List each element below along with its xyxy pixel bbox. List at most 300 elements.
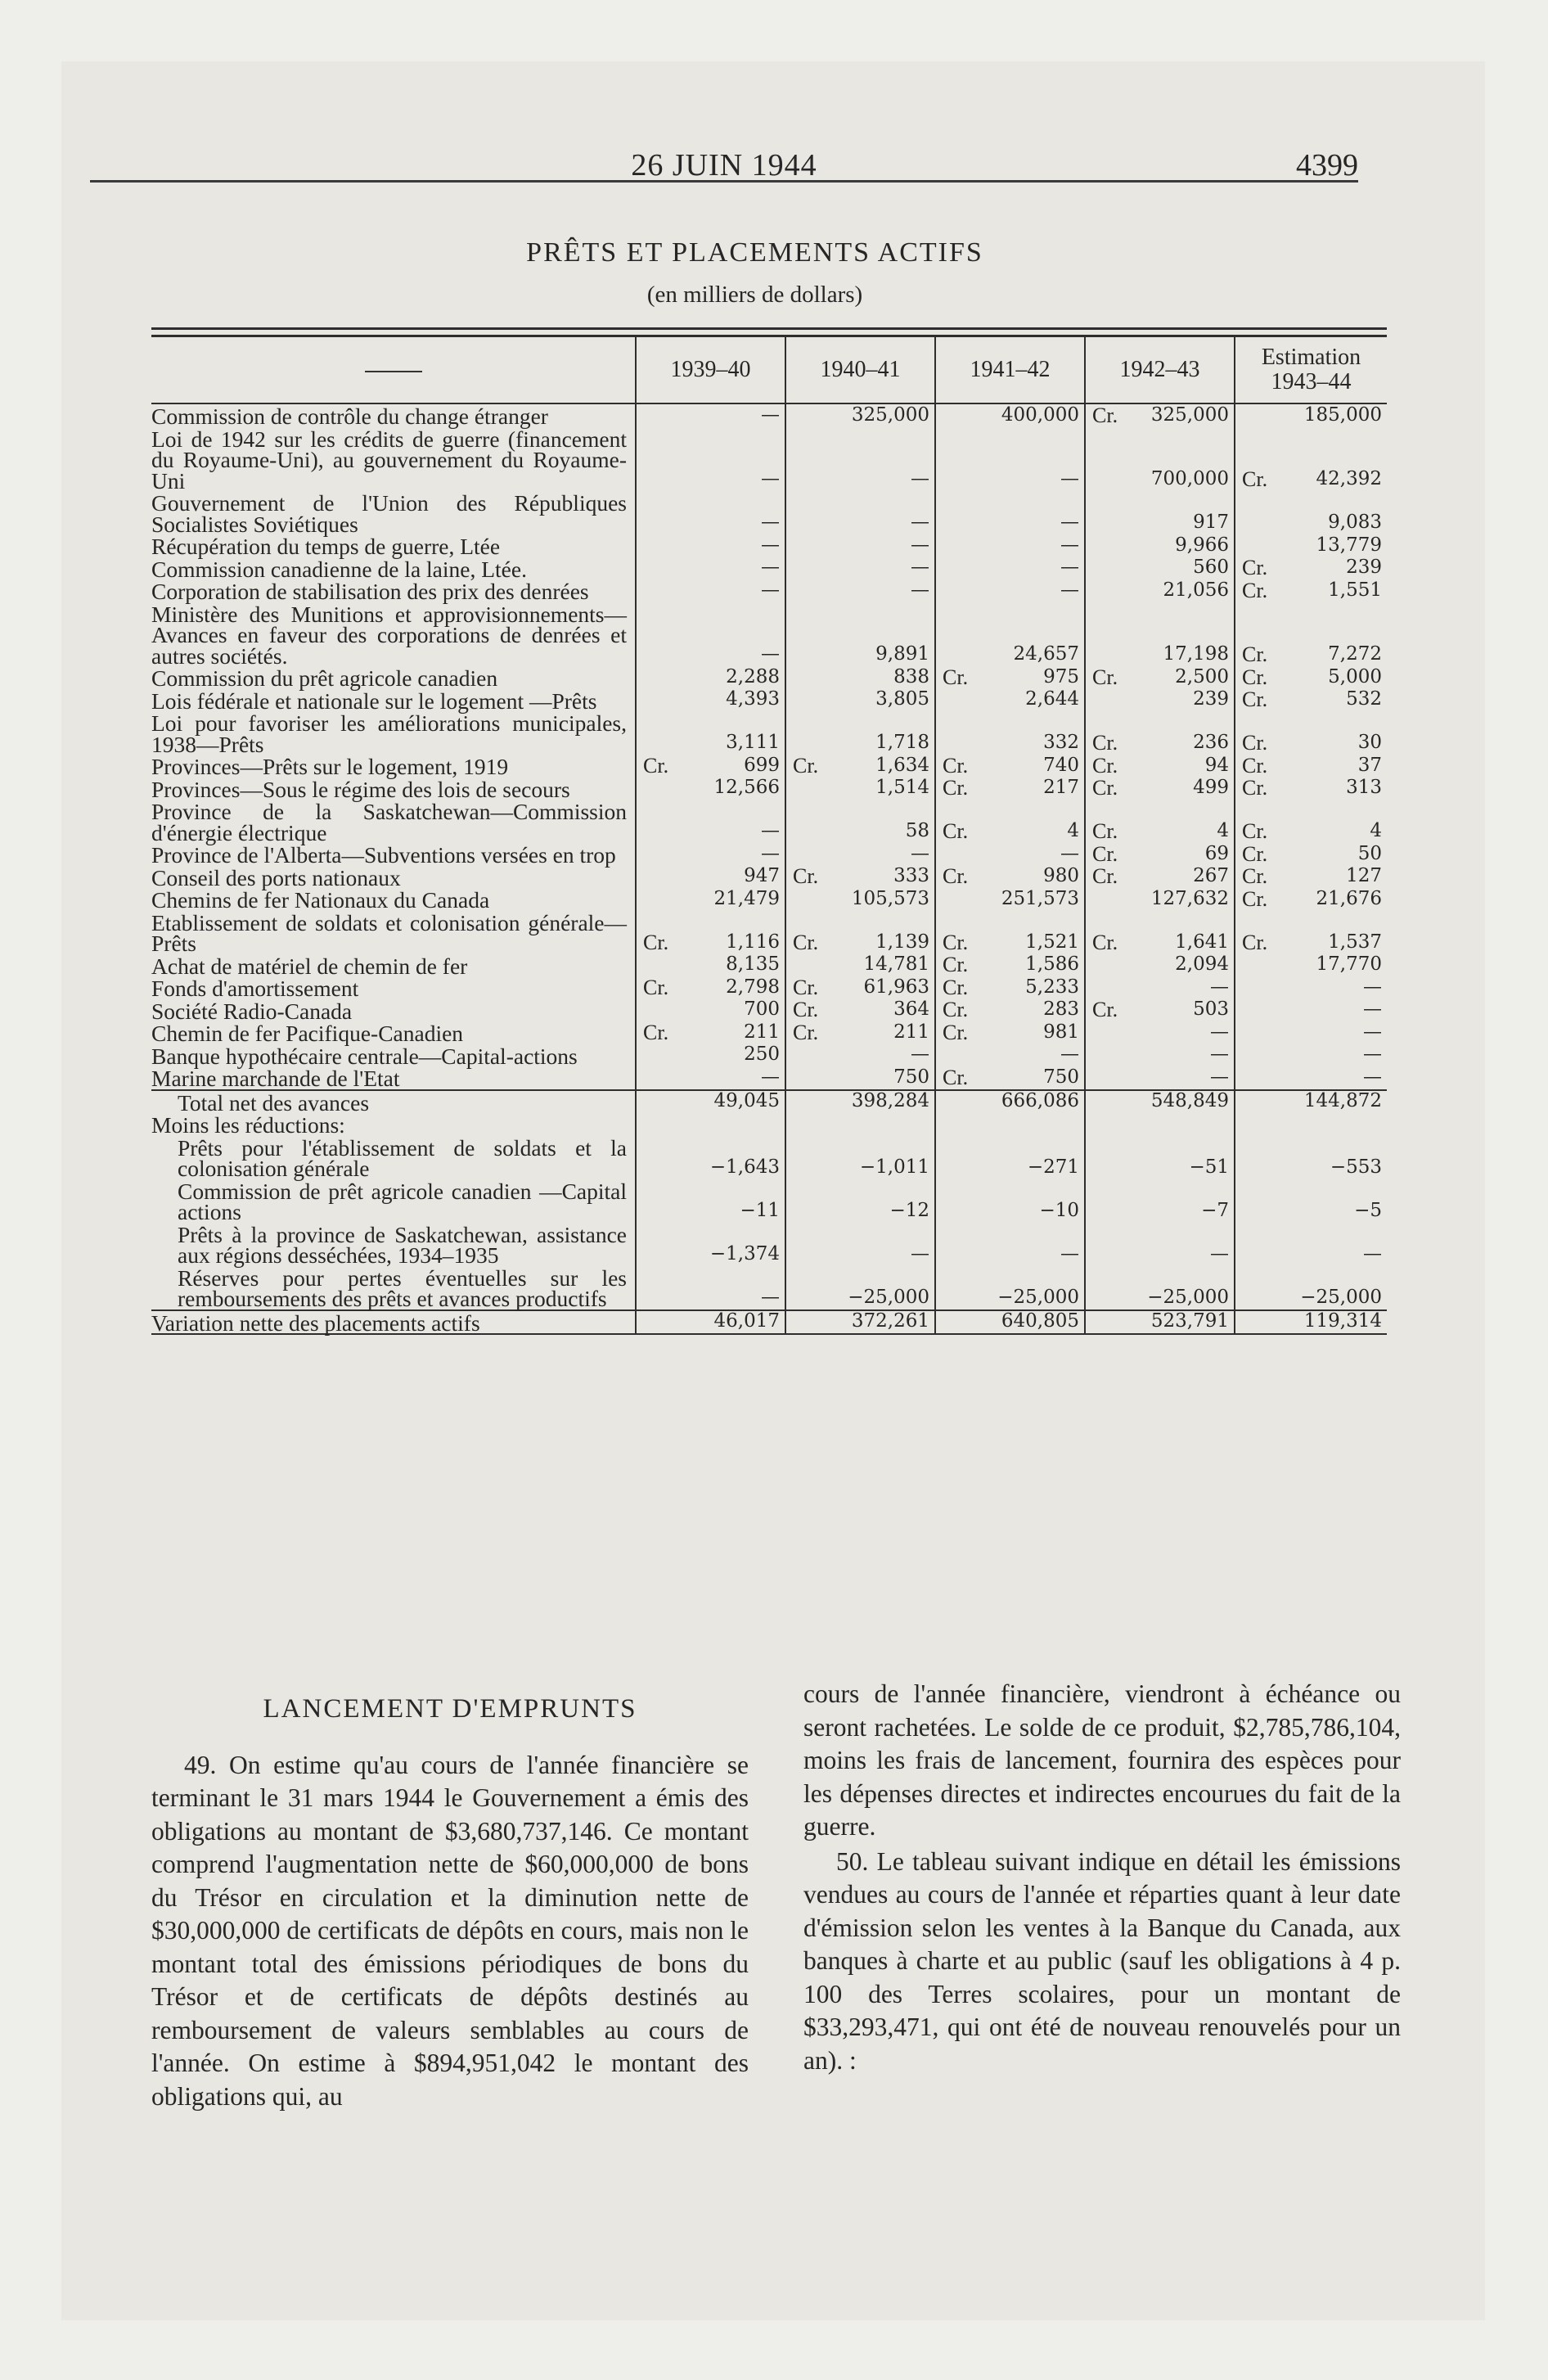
cell-value: −25,000 [1300,1286,1382,1308]
value-cell [1235,534,1387,557]
cell-value: 560 [1193,557,1229,578]
cell-value: — [1060,1242,1079,1264]
credit-marker: Cr. [1242,578,1268,602]
row-label-text: Marine marchande de l'Etat [151,1066,400,1091]
value-cell [935,866,1085,889]
cell-value: 325,000 [851,403,929,426]
value-cell [1235,778,1387,800]
value-cell [785,1266,935,1310]
value-cell [1085,1090,1235,1114]
cell-value: 4 [1217,820,1229,841]
table-row [151,911,1387,954]
cell-value: 1,586 [1025,953,1079,975]
cell-value: 250 [744,1044,780,1065]
value-cell [1235,954,1387,977]
row-label [151,800,636,843]
value-cell [1235,491,1387,534]
row-label [151,557,636,580]
value-cell [636,711,785,755]
cell-value: 1,641 [1175,931,1229,953]
cell-value: 1,521 [1025,931,1079,953]
value-cell [785,1090,935,1114]
cell-value: 94 [1204,754,1229,776]
credit-marker: Cr. [1092,841,1118,866]
value-cell [935,1066,1085,1090]
value-cell [636,1136,785,1179]
value-cell [1235,403,1387,427]
value-cell [1235,976,1387,999]
value-cell [935,666,1085,689]
value-cell [785,843,935,866]
row-label [151,579,636,602]
cell-value: 740 [1043,754,1079,776]
cell-value: 4 [1370,820,1382,841]
value-cell [935,843,1085,866]
cell-value: 2,500 [1175,665,1229,687]
value-cell [1235,602,1387,667]
value-cell [935,1179,1085,1223]
cell-value: 1,634 [875,754,929,776]
right-column [803,1678,1401,2077]
row-label-text: Société Radio-Canada [151,998,353,1024]
empty-cell [1085,1113,1235,1136]
credit-marker: Cr. [793,864,819,888]
value-cell [636,557,785,580]
value-cell [1085,427,1235,492]
table-row [151,711,1387,755]
value-cell [785,689,935,712]
value-cell [1085,602,1235,667]
table-row [151,1136,1387,1179]
value-cell [785,557,935,580]
credit-marker: Cr. [793,998,819,1021]
value-cell [1235,1136,1387,1179]
value-cell [636,1266,785,1310]
value-cell [935,954,1085,977]
row-label [151,1044,636,1067]
cell-value: −1,643 [709,1156,780,1178]
row-label-text: Réserves pour pertes éventuelles sur les remboursements des prêts et avances productifs [178,1264,627,1311]
table-subtitle: (en milliers de dollars) [646,282,863,308]
cell-value: 37 [1357,754,1382,776]
cell-value: 61,963 [863,976,929,998]
value-cell [636,689,785,712]
row-label-text: Ministère des Munitions et approvisionnements—Avances en faveur des corporations de denrées et autres sociétés. [151,601,627,669]
credit-marker: Cr. [1242,687,1268,711]
value-cell [785,976,935,999]
cell-value: 980 [1043,865,1079,886]
table-row [151,1021,1387,1044]
cell-value: 239 [1346,557,1382,578]
value-cell [1085,755,1235,778]
empty-cell [636,1113,785,1136]
table-row [151,579,1387,602]
value-cell [1085,491,1235,534]
value-cell [1235,557,1387,580]
table-row [151,755,1387,778]
row-label [151,999,636,1022]
value-cell [935,711,1085,755]
cell-value: — [761,820,780,841]
credit-marker: Cr. [1242,841,1268,866]
cell-value: 2,798 [726,976,780,998]
cell-value: 9,966 [1175,534,1229,556]
value-cell [935,1223,1085,1266]
cell-value: — [761,1286,780,1308]
value-cell [785,755,935,778]
value-cell [636,976,785,999]
cell-value: — [1060,579,1079,601]
credit-marker: Cr. [943,1020,969,1044]
value-cell [1235,1021,1387,1044]
value-cell [636,999,785,1022]
cell-value: — [1060,534,1079,556]
value-cell [636,911,785,954]
credit-marker: Cr. [943,753,969,778]
value-cell [935,778,1085,800]
value-cell [935,1136,1085,1179]
table-row [151,602,1387,667]
value-cell [1085,778,1235,800]
cell-value: −553 [1330,1156,1382,1178]
cell-value: 548,849 [1150,1090,1229,1111]
value-cell [1235,1090,1387,1114]
cell-value: 14,781 [863,953,929,975]
cell-value: −271 [1027,1156,1079,1178]
cell-value: — [1363,998,1382,1020]
cell-value: 372,261 [851,1310,929,1332]
credit-marker: Cr. [943,998,969,1021]
row-label [151,888,636,911]
cell-value: 13,779 [1316,534,1382,556]
value-cell [935,427,1085,492]
credit-marker: Cr. [943,1065,969,1089]
value-cell [935,1090,1085,1114]
value-cell [1235,911,1387,954]
cell-value: 1,139 [875,931,929,953]
column-header: 1941–42 [935,337,1085,403]
value-cell [1235,1044,1387,1067]
cell-value: — [1060,842,1079,864]
value-cell [935,491,1085,534]
value-cell [636,800,785,843]
value-cell [1235,888,1387,911]
table-row [151,689,1387,712]
left-column [151,1678,749,2113]
table-row [151,557,1387,580]
cell-value: 499 [1193,777,1229,798]
cell-value: 5,000 [1328,665,1382,687]
cell-value: 1,551 [1328,579,1382,601]
value-cell [785,1179,935,1223]
value-cell [1235,1179,1387,1223]
credit-marker: Cr. [643,753,669,778]
row-label [151,711,636,755]
row-label-text: Conseil des ports nationaux [151,864,401,890]
value-cell [935,1021,1085,1044]
credit-marker: Cr. [643,930,669,954]
value-cell [935,800,1085,843]
row-label [151,1066,636,1090]
table-row [151,427,1387,492]
cell-value: 251,573 [1001,887,1079,909]
cell-value: 332 [1043,732,1079,753]
cell-value: 2,644 [1025,688,1079,710]
value-cell [785,1044,935,1067]
credit-marker: Cr. [1242,864,1268,888]
credit-marker: Cr. [1092,753,1118,778]
column-header: 1940–41 [785,337,935,403]
cell-value: 699 [744,754,780,776]
row-label-text: Loi pour favoriser les améliorations municipales, 1938—Prêts [151,710,627,757]
cell-value: — [761,1066,780,1088]
row-label-text: Gouvernement de l'Union des Républiques Socialistes Soviétiques [151,490,627,537]
table-row [151,778,1387,800]
credit-marker: Cr. [1092,864,1118,888]
cell-value: — [761,403,780,426]
row-label [151,1136,636,1179]
value-cell [785,666,935,689]
cell-value: — [911,1044,929,1065]
cell-value: −1,011 [859,1156,929,1178]
value-cell [785,1310,935,1335]
value-cell [785,954,935,977]
empty-cell [1235,1113,1387,1136]
value-cell [636,843,785,866]
cell-value: 127 [1346,865,1382,886]
value-cell [785,602,935,667]
cell-value: 5,233 [1025,976,1079,998]
credit-marker: Cr. [943,864,969,888]
value-cell [1085,403,1235,427]
cell-value: 127,632 [1150,887,1229,909]
value-cell [1235,1310,1387,1335]
cell-value: −25,000 [997,1286,1079,1308]
value-cell [636,1310,785,1335]
row-label-text: Province de la Saskatchewan—Commission d'énergie électrique [151,799,627,845]
cell-value: — [1363,1066,1382,1088]
value-cell [935,755,1085,778]
value-cell [785,491,935,534]
row-label-text: Achat de matériel de chemin de fer [151,953,468,979]
value-cell [1085,999,1235,1022]
value-cell [785,888,935,911]
cell-value: 640,805 [1001,1310,1079,1332]
credit-marker: Cr. [943,930,969,954]
cell-value: — [1363,1044,1382,1065]
value-cell [785,1136,935,1179]
cell-value: — [1210,1044,1229,1065]
table-row [151,1090,1387,1114]
value-cell [1085,711,1235,755]
value-cell [785,1066,935,1090]
row-label [151,976,636,999]
value-cell [1085,911,1235,954]
value-cell [636,1223,785,1266]
cell-value: −12 [889,1199,929,1221]
row-label-text: Chemin de fer Pacifique-Canadien [151,1021,464,1046]
table-top-rule [151,327,1387,337]
credit-marker: Cr. [1092,998,1118,1021]
table-row [151,491,1387,534]
cell-value: −11 [740,1199,780,1221]
cell-value: 1,116 [726,931,780,953]
value-cell [636,1090,785,1114]
row-label-text: Récupération du temps de guerre, Ltée [151,534,501,559]
column-header: Estimation 1943–44 [1235,337,1387,403]
credit-marker: Cr. [943,953,969,976]
row-label [151,1021,636,1044]
cell-value: — [1210,1066,1229,1088]
value-cell [785,534,935,557]
cell-value: — [911,579,929,601]
running-head [90,90,1358,183]
row-label-text: Commission de prêt agricole canadien —Capital actions [178,1178,627,1224]
table-row [151,1179,1387,1223]
table-title-block [151,237,1358,309]
table-body [151,403,1387,1334]
section-title: LANCEMENT D'EMPRUNTS [263,1694,637,1724]
row-label-text: Prêts à la province de Saskatchewan, assistance aux régions desséchées, 1934–1935 [178,1221,627,1268]
cell-value: −25,000 [1147,1286,1229,1308]
credit-marker: Cr. [1242,753,1268,778]
cell-value: 364 [893,998,929,1020]
credit-marker: Cr. [1242,819,1268,843]
cell-value: 947 [744,865,780,886]
reductions-heading-row [151,1113,1387,1136]
cell-value: — [761,534,780,556]
credit-marker: Cr. [1242,886,1268,911]
cell-value: 21,479 [713,887,780,909]
cell-value: 69 [1204,842,1229,864]
value-cell [636,1066,785,1090]
value-cell [636,602,785,667]
value-cell [1235,579,1387,602]
row-label-text: Etablissement de soldats et colonisation générale—Prêts [151,909,627,956]
row-label [151,534,636,557]
cell-value: 700,000 [1150,468,1229,489]
credit-marker: Cr. [1242,665,1268,689]
cell-value: — [911,512,929,533]
table-row [151,1310,1387,1335]
table-row [151,843,1387,866]
cell-value: 313 [1346,777,1382,798]
cell-value: 144,872 [1303,1090,1382,1111]
paragraph-49: 49. On estime qu'au cours de l'année financière se terminant le 31 mars 1944 le Gouvernement a émis des obligations au montant de $3,680,737,146. Ce montant comprend l'augmentation nette de $60,000,000 de bons du Trésor en circulation et la diminution nette de $30,000,000 de certificats de dépôts en cours, mais non le montant total des émissions périodiques de bons du Trésor et de certificats de dépôts destinés au remboursement de valeurs semblables au cours de l'année. On estime à $894,951,042 le montant des obligations qui, au [151,1750,749,2111]
cell-value: 21,676 [1316,887,1382,909]
value-cell [935,911,1085,954]
value-cell [935,579,1085,602]
value-cell [785,911,935,954]
credit-marker: Cr. [793,753,819,778]
table-row [151,800,1387,843]
value-cell [1235,999,1387,1022]
table-row [151,976,1387,999]
credit-marker: Cr. [1242,930,1268,954]
value-cell [1235,427,1387,492]
credit-marker: Cr. [1092,819,1118,843]
row-label-text: Fonds d'amortissement [151,976,359,1001]
cell-value: — [1060,468,1079,489]
row-label [151,1310,636,1335]
row-label [151,1223,636,1266]
table-row [151,888,1387,911]
cell-value: — [1210,1021,1229,1043]
reductions-heading: Moins les réductions: [151,1112,345,1138]
value-cell [1235,689,1387,712]
cell-value: 975 [1043,665,1079,687]
value-cell [1235,800,1387,843]
paragraph-49-continued: cours de l'année financière, viendront à échéance ou seront rachetées. Le solde de ce produit, $2,785,786,104, moins les frais de lancement, fournira des espèces pour les dépenses directes et indirectes encourues du fait de la guerre. [803,1679,1401,1841]
credit-marker: Cr. [1242,731,1268,755]
table-row [151,954,1387,977]
value-cell [935,534,1085,557]
row-label [151,403,636,427]
cell-value: 3,111 [726,732,780,753]
row-label-text: Total net des avances [178,1089,370,1116]
credit-marker: Cr. [643,1020,669,1044]
row-label [151,427,636,492]
row-label [151,602,636,667]
value-cell [785,427,935,492]
value-cell [935,1044,1085,1067]
table-row [151,1223,1387,1266]
value-cell [1085,954,1235,977]
cell-value: — [1210,1242,1229,1264]
cell-value: 7,272 [1328,643,1382,665]
cell-value: 750 [893,1066,929,1088]
row-label [151,689,636,712]
cell-value: 17,198 [1163,643,1229,665]
value-cell [1235,755,1387,778]
table-row [151,666,1387,689]
cell-value: 119,314 [1303,1310,1382,1332]
cell-value: 398,284 [851,1090,929,1111]
value-cell [935,999,1085,1022]
value-cell [1085,1044,1235,1067]
cell-value: 30 [1357,732,1382,753]
value-cell [1085,800,1235,843]
cell-value: 503 [1193,998,1229,1020]
value-cell [636,666,785,689]
table-row [151,403,1387,427]
value-cell [636,1021,785,1044]
cell-value: 12,566 [713,777,780,798]
table-row [151,1044,1387,1067]
value-cell [935,689,1085,712]
cell-value: 917 [1193,512,1229,533]
cell-value: 267 [1193,865,1229,886]
empty-cell [935,1113,1085,1136]
cell-value: — [761,512,780,533]
value-cell [1235,666,1387,689]
cell-value: 50 [1357,842,1382,864]
value-cell [785,800,935,843]
value-cell [636,427,785,492]
value-cell [1085,579,1235,602]
value-cell [935,602,1085,667]
table-header-row [151,337,1387,403]
cell-value: 2,094 [1175,953,1229,975]
loans-table [151,337,1387,1335]
empty-cell [785,1113,935,1136]
credit-marker: Cr. [943,819,969,843]
value-cell [1085,976,1235,999]
value-cell [636,1044,785,1067]
value-cell [935,1266,1085,1310]
value-cell [1085,1179,1235,1223]
value-cell [1235,711,1387,755]
